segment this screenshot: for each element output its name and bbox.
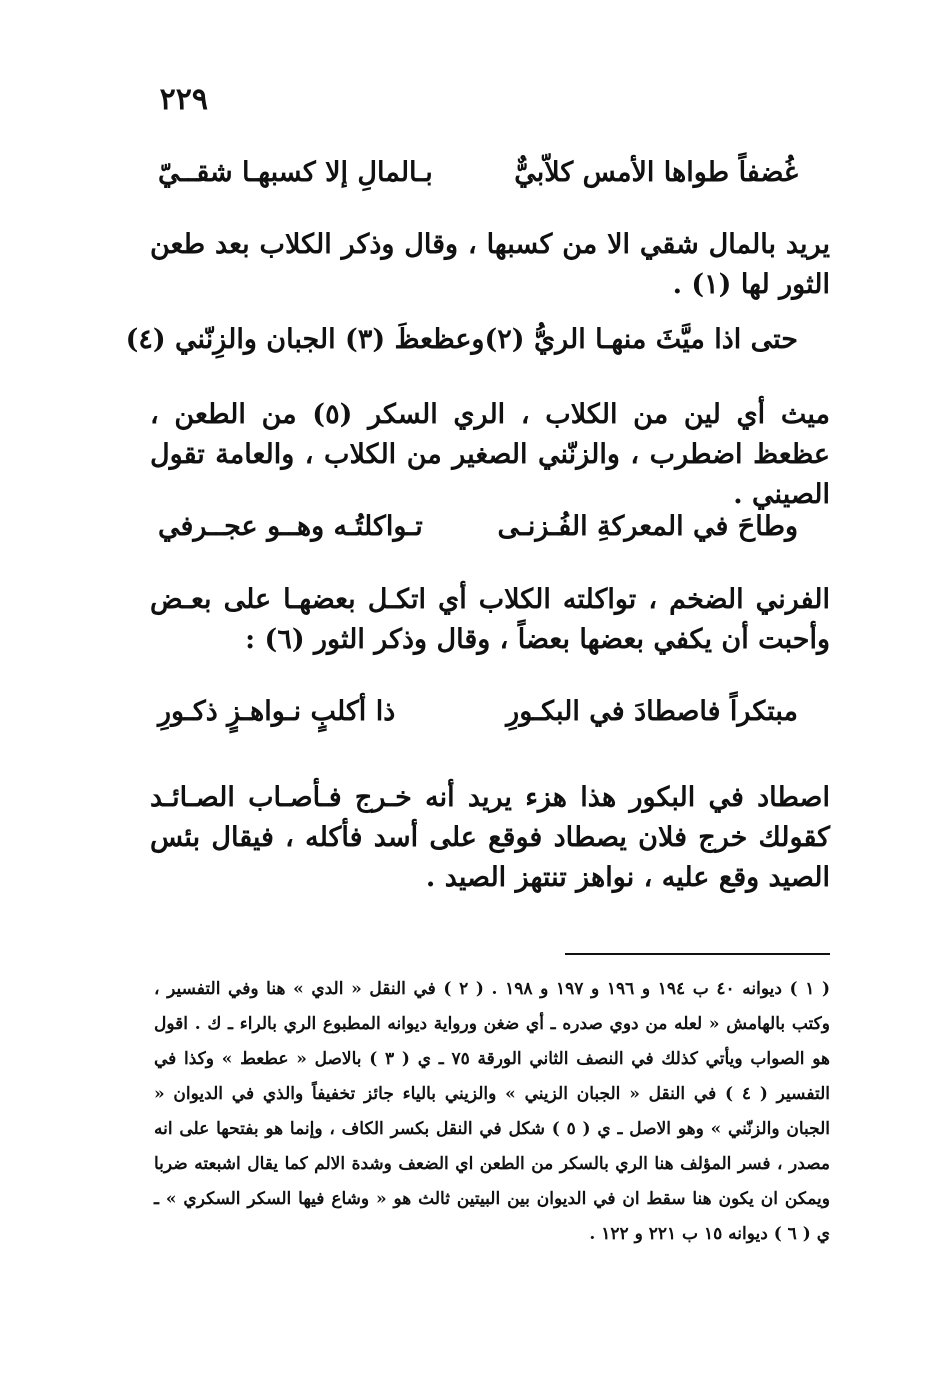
commentary-paragraph: يريد بالمال شقي الا من كسبها ، وقال وذكر الكلاب بعد طعن الثور لها (١) . — [150, 229, 830, 300]
commentary-paragraph: الفرني الضخم ، تواكلته الكلاب أي اتكـل بعضهـا على بعـض وأحبت أن يكفي بعضها بعضاً ، وقال وذكر الثور (٦) : — [150, 584, 830, 655]
commentary-paragraph: ميث أي لين من الكلاب ، الري السكر (٥) من الطعن ، عظعظ اضطرب ، والزنّني الصغير من الكلاب ، والعامة تقول الصيني . — [150, 399, 831, 510]
verse-first-hemistich: وطاحَ في المعركةِ الفُـزنـى — [497, 511, 798, 542]
verse-first-hemistich: غُضفاً طواها الأمس كلاّبيٌّ — [514, 157, 798, 188]
verse-second-hemistich: بـالمالِ إلا كسبهـا شقــيّ — [158, 157, 433, 188]
verse-line — [125, 320, 798, 360]
verse-second-hemistich: تـواكلتُـه وهــو عجــرفي — [158, 511, 423, 542]
footnote-separator — [565, 953, 830, 955]
verse-line — [158, 507, 798, 547]
commentary-paragraph: اصطاد في البكور هذا هزء يريد أنه خـرج فـأصـاب الصـائـد كقولك خرج فلان يصطاد فوقع على أسد فأكله ، فيقال بئس الصيد وقع عليه ، نواهز تنتهز الصيد . — [150, 782, 830, 893]
verse-second-hemistich: وعظعظَ (٣) الجبان والزِنّني (٤) — [125, 324, 485, 355]
verse-first-hemistich: حتى اذا ميَّثَ منهـا الريُّ (٢) — [484, 324, 798, 355]
verse-second-hemistich: ذا أكلبٍ نـواهـزٍ ذكـورِ — [158, 696, 396, 727]
verse-first-hemistich: مبتكراً فاصطادَ في البكـورِ — [506, 696, 798, 727]
page-number: ٢٢٩ — [159, 82, 208, 117]
verse-line — [158, 153, 798, 193]
footnotes: ( ١ ) ديوانه ٤٠ ب ١٩٤ و ١٩٦ و ١٩٧ و ١٩٨ . ( ٢ ) في النقل « الدي » هنا وفي التفسير ، وكتب بالهامش « لعله من دوي صدره ـ أي ضغن ورواية ديوانه المطبوع الري بالراء ـ ك . اقول هو الصواب ويأتي كذلك في النصف الثاني الورقة ٧٥ ـ ي ( ٣ ) بالاصل « عطعط » وكذا في التفسير ( ٤ ) في النقل « الجبان الزيني » والزيني بالياء جائز تخفيفاً والذي في الديوان « الجبان والزنّني » وهو الاصل ـ ي ( ٥ ) شكل في النقل بكسر الكاف ، وإنما هو بفتحها على انه مصدر ، فسر المؤلف هنا الري بالسكر من الطعن اي الضعف وشدة الالم كما يقال اشبعته ضربا ويمكن ان يكون هنا سقط ان في الديوان بين البيتين ثالث هو « وشاع فيها السكر السكري » ـ ي ( ٦ ) ديوانه ١٥ ب ٢٢١ و ١٢٢ . — [154, 979, 831, 1244]
verse-line — [158, 692, 798, 732]
